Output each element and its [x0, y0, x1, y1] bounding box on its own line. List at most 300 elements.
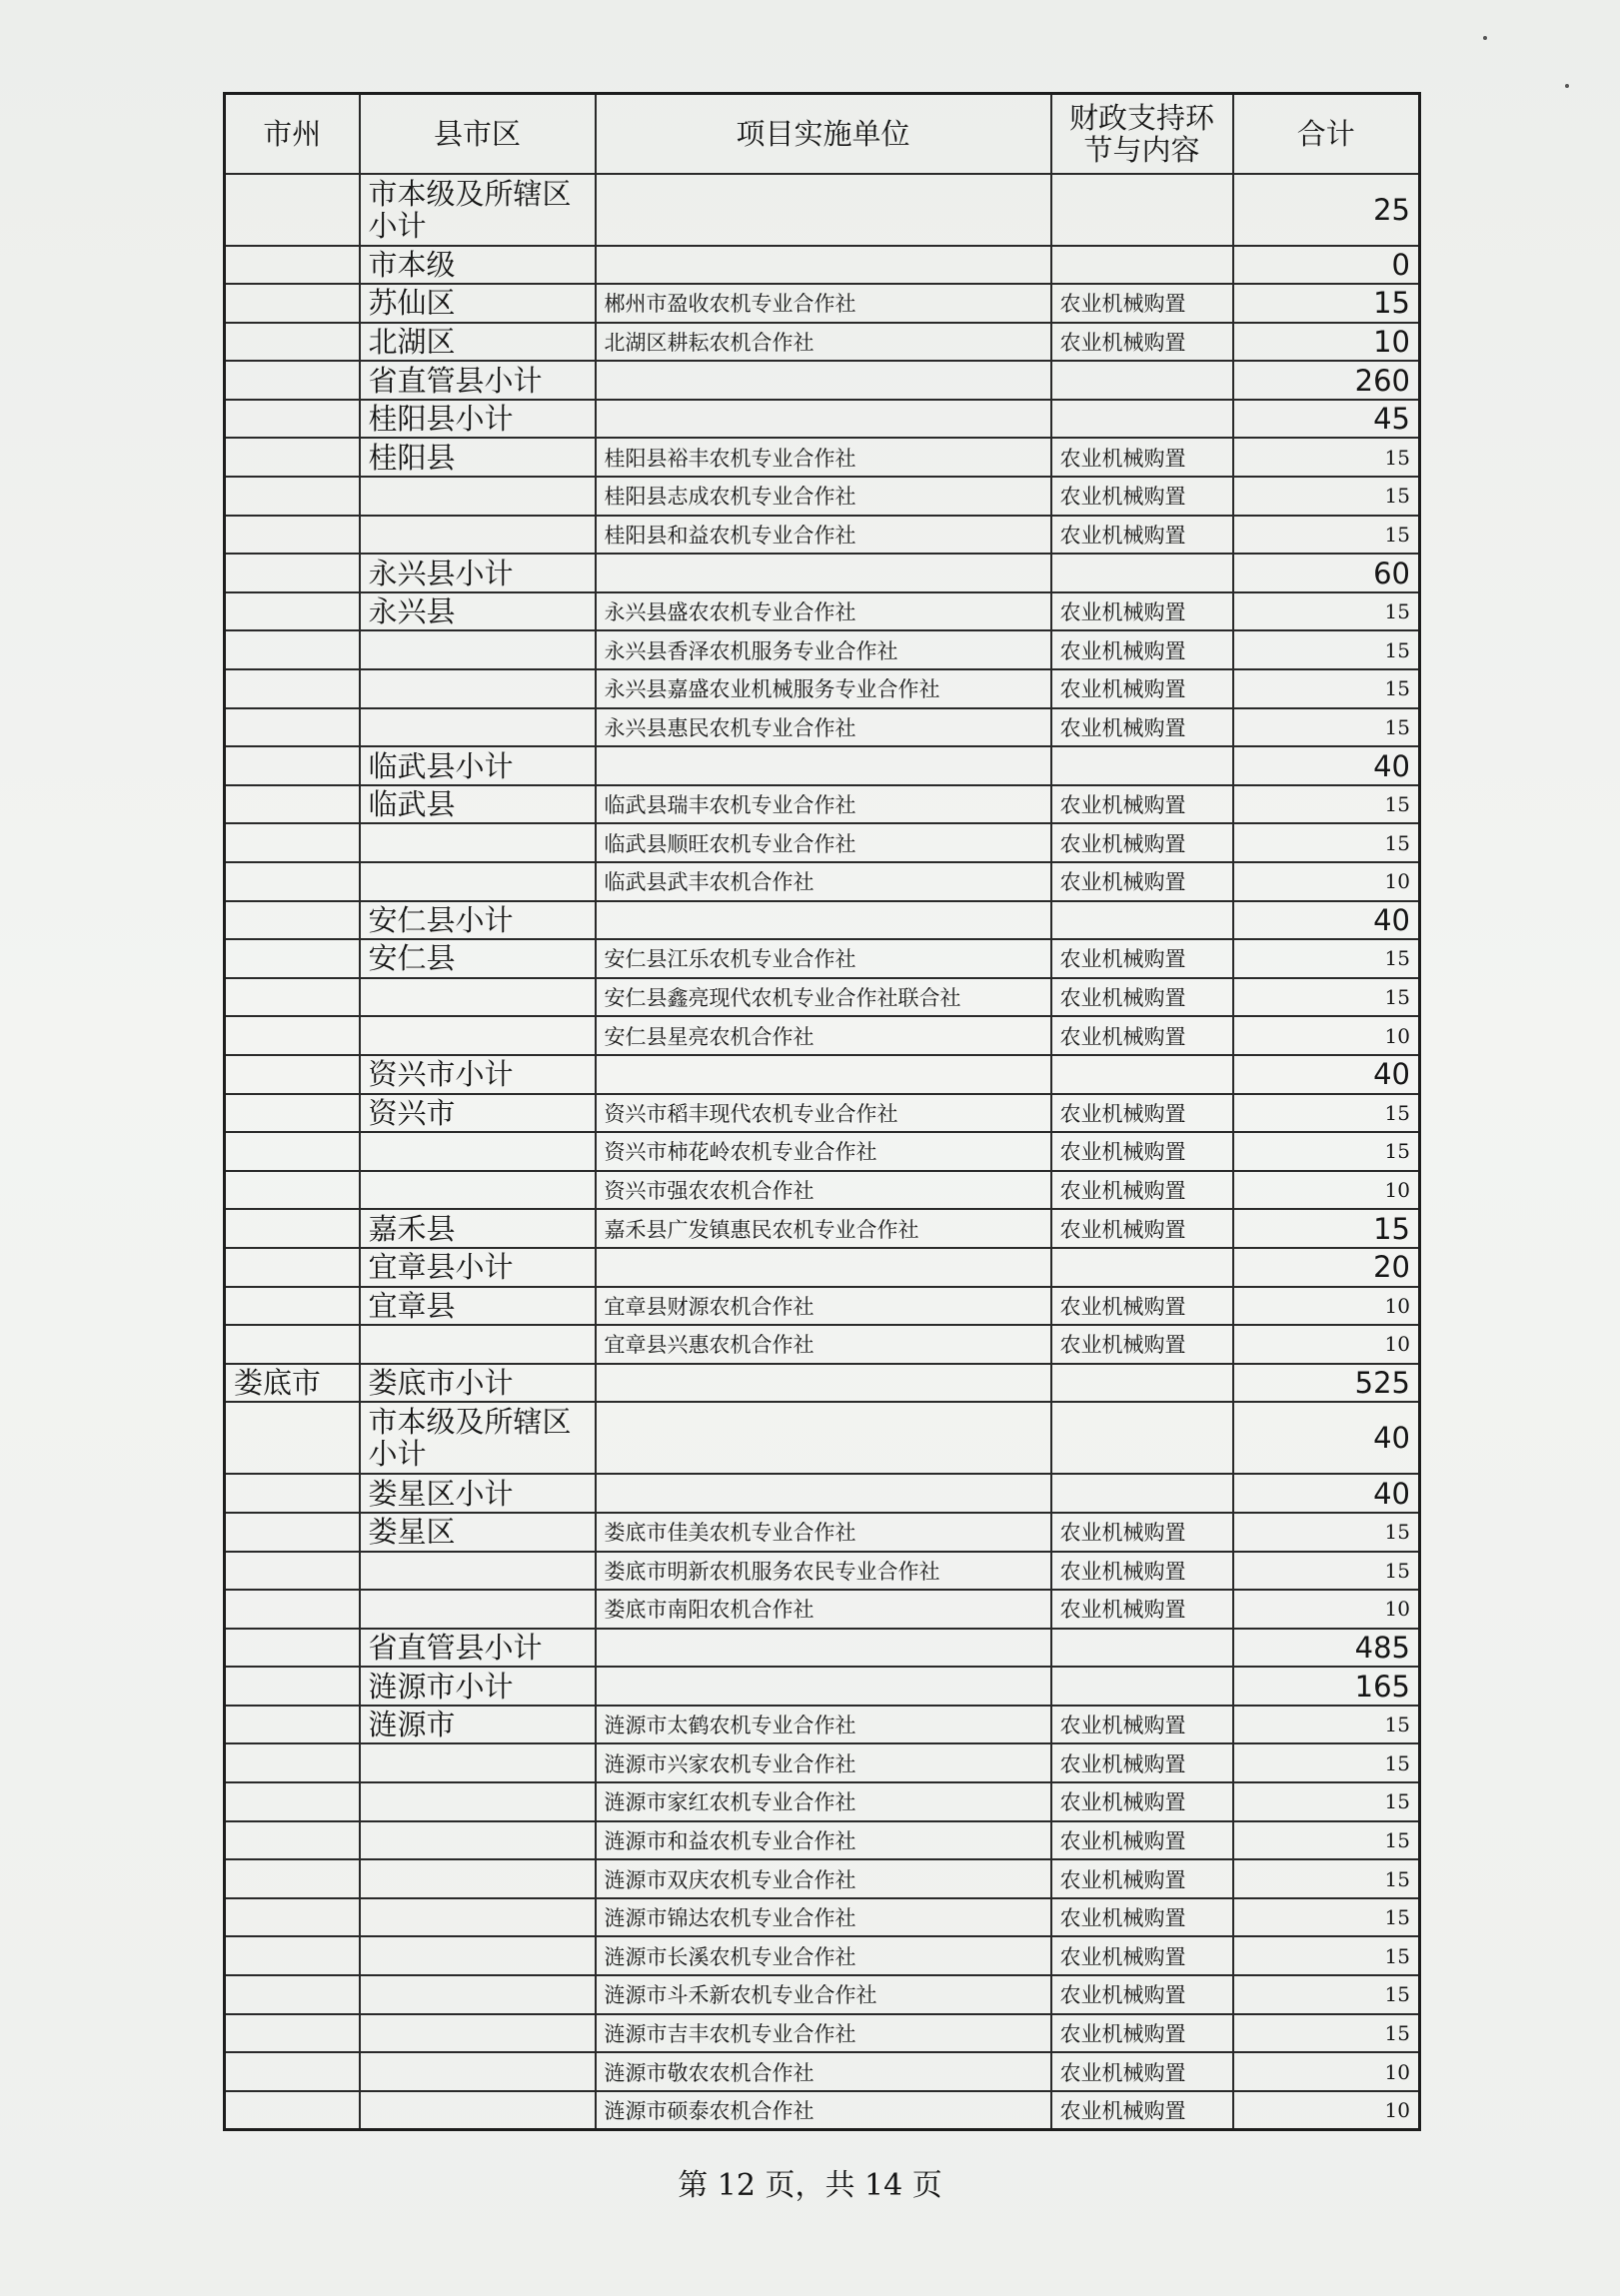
cell-support: 农业机械购置 [1051, 284, 1233, 323]
cell-city [225, 746, 360, 785]
cell-county: 市本级及所辖区小计 [360, 174, 596, 246]
cell-city [225, 174, 360, 246]
table-row [225, 174, 1420, 246]
table-row [225, 361, 1420, 400]
cell-support: 农业机械购置 [1051, 477, 1233, 516]
cell-unit [596, 901, 1051, 940]
scan-speck [1483, 36, 1487, 40]
cell-unit: 涟源市和益农机专业合作社 [596, 1821, 1051, 1860]
cell-support: 农业机械购置 [1051, 2091, 1233, 2130]
cell-unit: 永兴县嘉盛农业机械服务专业合作社 [596, 669, 1051, 708]
cell-unit: 临武县顺旺农机专业合作社 [596, 823, 1051, 862]
cell-city [225, 1325, 360, 1364]
table-row [225, 978, 1420, 1017]
cell-unit: 涟源市太鹤农机专业合作社 [596, 1706, 1051, 1744]
table-row [225, 939, 1420, 978]
table-row [225, 1743, 1420, 1782]
cell-county: 省直管县小计 [360, 1629, 596, 1668]
cell-support: 农业机械购置 [1051, 516, 1233, 555]
cell-city [225, 361, 360, 400]
cell-city [225, 2091, 360, 2130]
cell-county: 安仁县 [360, 939, 596, 978]
page-number: 第 12 页，共 14 页 [678, 2168, 942, 2203]
cell-total: 20 [1233, 1248, 1420, 1287]
cell-support: 农业机械购置 [1051, 1743, 1233, 1782]
cell-county [360, 2052, 596, 2091]
cell-support: 农业机械购置 [1051, 1552, 1233, 1591]
cell-support: 农业机械购置 [1051, 1782, 1233, 1821]
table-row [225, 708, 1420, 747]
cell-county [360, 823, 596, 862]
cell-unit [596, 1667, 1051, 1706]
cell-unit: 郴州市盈收农机专业合作社 [596, 284, 1051, 323]
table-row [225, 862, 1420, 901]
cell-city [225, 1402, 360, 1474]
cell-county: 北湖区 [360, 323, 596, 362]
cell-county: 市本级 [360, 246, 596, 285]
table-row [225, 1667, 1420, 1706]
cell-unit [596, 400, 1051, 439]
table-row [225, 1706, 1420, 1744]
cell-total: 60 [1233, 554, 1420, 592]
cell-city [225, 1094, 360, 1133]
table-row [225, 1859, 1420, 1898]
cell-unit: 桂阳县志成农机专业合作社 [596, 477, 1051, 516]
cell-total: 15 [1233, 1743, 1420, 1782]
cell-county [360, 978, 596, 1017]
cell-unit: 永兴县盛农农机专业合作社 [596, 592, 1051, 631]
cell-unit: 涟源市双庆农机专业合作社 [596, 1859, 1051, 1898]
cell-total: 15 [1233, 1936, 1420, 1975]
cell-support [1051, 174, 1233, 246]
cell-unit: 桂阳县和益农机专业合作社 [596, 516, 1051, 555]
cell-unit: 涟源市兴家农机专业合作社 [596, 1743, 1051, 1782]
cell-support: 农业机械购置 [1051, 1287, 1233, 1326]
cell-total: 485 [1233, 1629, 1420, 1668]
cell-city [225, 1898, 360, 1937]
cell-support [1051, 361, 1233, 400]
cell-county [360, 1975, 596, 2014]
cell-total: 15 [1233, 438, 1420, 477]
cell-unit [596, 1364, 1051, 1403]
cell-city [225, 1055, 360, 1094]
scan-speck [1565, 84, 1569, 88]
cell-city [225, 630, 360, 669]
cell-support [1051, 1055, 1233, 1094]
cell-total: 15 [1233, 592, 1420, 631]
cell-total: 0 [1233, 246, 1420, 285]
cell-county: 市本级及所辖区小计 [360, 1402, 596, 1474]
cell-county: 桂阳县 [360, 438, 596, 477]
cell-county: 临武县 [360, 785, 596, 824]
cell-county: 永兴县小计 [360, 554, 596, 592]
cell-support: 农业机械购置 [1051, 1859, 1233, 1898]
cell-unit [596, 1248, 1051, 1287]
table-header-row [225, 94, 1420, 174]
cell-total: 10 [1233, 1325, 1420, 1364]
cell-city [225, 1629, 360, 1668]
cell-support [1051, 1667, 1233, 1706]
cell-unit: 安仁县鑫亮现代农机专业合作社联合社 [596, 978, 1051, 1017]
cell-unit [596, 1474, 1051, 1513]
table-row [225, 592, 1420, 631]
cell-county [360, 1821, 596, 1860]
header-support: 财政支持环节与内容 [1051, 94, 1233, 174]
cell-city [225, 1821, 360, 1860]
cell-county [360, 1898, 596, 1937]
cell-total: 15 [1233, 1552, 1420, 1591]
cell-unit: 宜章县兴惠农机合作社 [596, 1325, 1051, 1364]
cell-city [225, 939, 360, 978]
cell-unit: 涟源市吉丰农机专业合作社 [596, 2014, 1051, 2053]
table-row [225, 1325, 1420, 1364]
cell-total: 15 [1233, 2014, 1420, 2053]
cell-county [360, 708, 596, 747]
cell-total: 15 [1233, 1132, 1420, 1171]
cell-unit [596, 1055, 1051, 1094]
cell-total: 40 [1233, 746, 1420, 785]
cell-city [225, 1513, 360, 1552]
cell-total: 15 [1233, 1821, 1420, 1860]
cell-unit [596, 1402, 1051, 1474]
cell-county [360, 2091, 596, 2130]
cell-total: 15 [1233, 1975, 1420, 2014]
table-row [225, 669, 1420, 708]
cell-support: 农业机械购置 [1051, 708, 1233, 747]
table-row [225, 1287, 1420, 1326]
cell-county [360, 862, 596, 901]
cell-support: 农业机械购置 [1051, 1513, 1233, 1552]
cell-support: 农业机械购置 [1051, 1016, 1233, 1055]
cell-support: 农业机械购置 [1051, 939, 1233, 978]
table-row [225, 1590, 1420, 1629]
cell-city [225, 1936, 360, 1975]
cell-city [225, 477, 360, 516]
cell-city [225, 785, 360, 824]
header-total: 合计 [1233, 94, 1420, 174]
cell-city [225, 592, 360, 631]
table-row [225, 1552, 1420, 1591]
cell-unit [596, 246, 1051, 285]
cell-total: 45 [1233, 400, 1420, 439]
cell-unit: 临武县武丰农机合作社 [596, 862, 1051, 901]
cell-county: 宜章县 [360, 1287, 596, 1326]
cell-unit: 娄底市明新农机服务农民专业合作社 [596, 1552, 1051, 1591]
cell-unit: 资兴市强农农机合作社 [596, 1171, 1051, 1210]
cell-county [360, 1171, 596, 1210]
cell-city [225, 1975, 360, 2014]
cell-county: 嘉禾县 [360, 1209, 596, 1248]
cell-support: 农业机械购置 [1051, 2014, 1233, 2053]
cell-unit: 娄底市南阳农机合作社 [596, 1590, 1051, 1629]
header-city: 市州 [225, 94, 360, 174]
cell-unit: 涟源市家红农机专业合作社 [596, 1782, 1051, 1821]
cell-total: 15 [1233, 1513, 1420, 1552]
cell-city [225, 1552, 360, 1591]
cell-county: 娄星区 [360, 1513, 596, 1552]
cell-county: 娄底市小计 [360, 1364, 596, 1403]
cell-total: 40 [1233, 1402, 1420, 1474]
cell-county [360, 1325, 596, 1364]
cell-support: 农业机械购置 [1051, 823, 1233, 862]
cell-total: 15 [1233, 669, 1420, 708]
table-row [225, 284, 1420, 323]
cell-city [225, 1209, 360, 1248]
cell-support [1051, 901, 1233, 940]
cell-unit [596, 554, 1051, 592]
cell-city [225, 1859, 360, 1898]
table-row [225, 1629, 1420, 1668]
cell-support: 农业机械购置 [1051, 1171, 1233, 1210]
cell-total: 15 [1233, 978, 1420, 1017]
cell-total: 10 [1233, 323, 1420, 362]
cell-total: 10 [1233, 1287, 1420, 1326]
cell-city [225, 1132, 360, 1171]
cell-unit: 资兴市柿花岭农机专业合作社 [596, 1132, 1051, 1171]
cell-county [360, 1590, 596, 1629]
cell-total: 15 [1233, 1209, 1420, 1248]
cell-total: 40 [1233, 1055, 1420, 1094]
cell-county: 资兴市小计 [360, 1055, 596, 1094]
header-unit: 项目实施单位 [596, 94, 1051, 174]
cell-support [1051, 1364, 1233, 1403]
table-row [225, 554, 1420, 592]
table-row [225, 2091, 1420, 2130]
table-row [225, 400, 1420, 439]
cell-total: 10 [1233, 2052, 1420, 2091]
cell-city [225, 1287, 360, 1326]
cell-support: 农业机械购置 [1051, 1821, 1233, 1860]
cell-city [225, 554, 360, 592]
cell-county [360, 477, 596, 516]
cell-county: 资兴市 [360, 1094, 596, 1133]
cell-total: 15 [1233, 1898, 1420, 1937]
cell-unit: 娄底市佳美农机专业合作社 [596, 1513, 1051, 1552]
cell-unit [596, 361, 1051, 400]
cell-support [1051, 554, 1233, 592]
table-row [225, 2052, 1420, 2091]
cell-unit: 永兴县惠民农机专业合作社 [596, 708, 1051, 747]
cell-support: 农业机械购置 [1051, 1325, 1233, 1364]
cell-total: 40 [1233, 901, 1420, 940]
cell-support: 农业机械购置 [1051, 862, 1233, 901]
table-row [225, 901, 1420, 940]
cell-city [225, 246, 360, 285]
table-row [225, 1132, 1420, 1171]
cell-unit: 资兴市稻丰现代农机专业合作社 [596, 1094, 1051, 1133]
cell-county: 省直管县小计 [360, 361, 596, 400]
header-county: 县市区 [360, 94, 596, 174]
cell-county [360, 1016, 596, 1055]
cell-county: 宜章县小计 [360, 1248, 596, 1287]
cell-unit: 涟源市锦达农机专业合作社 [596, 1898, 1051, 1937]
cell-total: 10 [1233, 1590, 1420, 1629]
cell-unit: 涟源市长溪农机专业合作社 [596, 1936, 1051, 1975]
cell-support [1051, 1629, 1233, 1668]
cell-city [225, 2014, 360, 2053]
cell-city [225, 862, 360, 901]
cell-unit: 北湖区耕耘农机合作社 [596, 323, 1051, 362]
cell-city [225, 1706, 360, 1744]
cell-city [225, 1743, 360, 1782]
cell-support: 农业机械购置 [1051, 978, 1233, 1017]
cell-total: 10 [1233, 1171, 1420, 1210]
cell-unit: 宜章县财源农机合作社 [596, 1287, 1051, 1326]
cell-county [360, 1132, 596, 1171]
cell-support: 农业机械购置 [1051, 630, 1233, 669]
cell-city [225, 1474, 360, 1513]
cell-total: 15 [1233, 785, 1420, 824]
cell-city [225, 978, 360, 1017]
cell-county: 临武县小计 [360, 746, 596, 785]
cell-support: 农业机械购置 [1051, 1590, 1233, 1629]
table-row [225, 1513, 1420, 1552]
cell-unit: 涟源市硕泰农机合作社 [596, 2091, 1051, 2130]
cell-county [360, 1782, 596, 1821]
cell-county [360, 1743, 596, 1782]
cell-unit: 永兴县香泽农机服务专业合作社 [596, 630, 1051, 669]
cell-support [1051, 1248, 1233, 1287]
cell-total: 15 [1233, 1706, 1420, 1744]
cell-county: 桂阳县小计 [360, 400, 596, 439]
table-row [225, 1171, 1420, 1210]
cell-county: 永兴县 [360, 592, 596, 631]
cell-total: 15 [1233, 1859, 1420, 1898]
cell-city [225, 400, 360, 439]
cell-city [225, 438, 360, 477]
cell-county: 安仁县小计 [360, 901, 596, 940]
cell-support: 农业机械购置 [1051, 1209, 1233, 1248]
table-row [225, 1364, 1420, 1403]
cell-city [225, 323, 360, 362]
table-row [225, 1975, 1420, 2014]
cell-total: 165 [1233, 1667, 1420, 1706]
cell-unit: 涟源市斗禾新农机专业合作社 [596, 1975, 1051, 2014]
table-row [225, 785, 1420, 824]
cell-city: 娄底市 [225, 1364, 360, 1403]
cell-total: 15 [1233, 284, 1420, 323]
cell-unit: 嘉禾县广发镇惠民农机专业合作社 [596, 1209, 1051, 1248]
table-row [225, 1209, 1420, 1248]
cell-unit [596, 746, 1051, 785]
table-row [225, 746, 1420, 785]
cell-total: 40 [1233, 1474, 1420, 1513]
cell-total: 15 [1233, 477, 1420, 516]
cell-county [360, 1936, 596, 1975]
subsidy-table-container [223, 92, 1418, 2131]
cell-support [1051, 246, 1233, 285]
table-row [225, 477, 1420, 516]
cell-unit: 安仁县江乐农机专业合作社 [596, 939, 1051, 978]
cell-city [225, 1016, 360, 1055]
table-row [225, 1474, 1420, 1513]
table-row [225, 1898, 1420, 1937]
cell-support: 农业机械购置 [1051, 592, 1233, 631]
cell-unit [596, 1629, 1051, 1668]
cell-total: 10 [1233, 1016, 1420, 1055]
cell-county [360, 630, 596, 669]
table-row [225, 1402, 1420, 1474]
table-row [225, 1821, 1420, 1860]
cell-total: 25 [1233, 174, 1420, 246]
cell-support [1051, 1402, 1233, 1474]
cell-city [225, 2052, 360, 2091]
subsidy-table [223, 92, 1421, 2131]
table-row [225, 1016, 1420, 1055]
table-row [225, 2014, 1420, 2053]
cell-total: 15 [1233, 630, 1420, 669]
cell-county [360, 2014, 596, 2053]
cell-city [225, 823, 360, 862]
cell-total: 260 [1233, 361, 1420, 400]
cell-county: 涟源市 [360, 1706, 596, 1744]
cell-city [225, 1782, 360, 1821]
cell-support [1051, 1474, 1233, 1513]
cell-unit: 安仁县星亮农机合作社 [596, 1016, 1051, 1055]
cell-support: 农业机械购置 [1051, 1094, 1233, 1133]
cell-city [225, 516, 360, 555]
cell-county [360, 1859, 596, 1898]
cell-total: 15 [1233, 708, 1420, 747]
cell-city [225, 284, 360, 323]
cell-unit: 桂阳县裕丰农机专业合作社 [596, 438, 1051, 477]
cell-county: 娄星区小计 [360, 1474, 596, 1513]
cell-city [225, 1171, 360, 1210]
cell-total: 525 [1233, 1364, 1420, 1403]
cell-support: 农业机械购置 [1051, 785, 1233, 824]
table-row [225, 630, 1420, 669]
cell-support: 农业机械购置 [1051, 1132, 1233, 1171]
cell-support: 农业机械购置 [1051, 2052, 1233, 2091]
cell-total: 15 [1233, 1094, 1420, 1133]
cell-city [225, 708, 360, 747]
cell-total: 15 [1233, 516, 1420, 555]
cell-support: 农业机械购置 [1051, 438, 1233, 477]
cell-total: 15 [1233, 939, 1420, 978]
table-row [225, 823, 1420, 862]
cell-total: 10 [1233, 862, 1420, 901]
cell-county: 涟源市小计 [360, 1667, 596, 1706]
cell-unit: 临武县瑞丰农机专业合作社 [596, 785, 1051, 824]
cell-support: 农业机械购置 [1051, 1706, 1233, 1744]
table-row [225, 1782, 1420, 1821]
cell-total: 15 [1233, 1782, 1420, 1821]
table-row [225, 1248, 1420, 1287]
cell-county [360, 1552, 596, 1591]
cell-city [225, 1590, 360, 1629]
table-body [225, 174, 1420, 2130]
cell-city [225, 669, 360, 708]
cell-total: 15 [1233, 823, 1420, 862]
cell-city [225, 1248, 360, 1287]
cell-county: 苏仙区 [360, 284, 596, 323]
table-row [225, 516, 1420, 555]
table-row [225, 1936, 1420, 1975]
cell-unit [596, 174, 1051, 246]
cell-county [360, 669, 596, 708]
table-row [225, 1094, 1420, 1133]
cell-unit: 涟源市敬农农机合作社 [596, 2052, 1051, 2091]
table-row [225, 1055, 1420, 1094]
cell-city [225, 901, 360, 940]
cell-total: 10 [1233, 2091, 1420, 2130]
cell-support: 农业机械购置 [1051, 1936, 1233, 1975]
cell-support: 农业机械购置 [1051, 669, 1233, 708]
cell-support [1051, 400, 1233, 439]
cell-county [360, 516, 596, 555]
table-row [225, 246, 1420, 285]
cell-support: 农业机械购置 [1051, 1898, 1233, 1937]
